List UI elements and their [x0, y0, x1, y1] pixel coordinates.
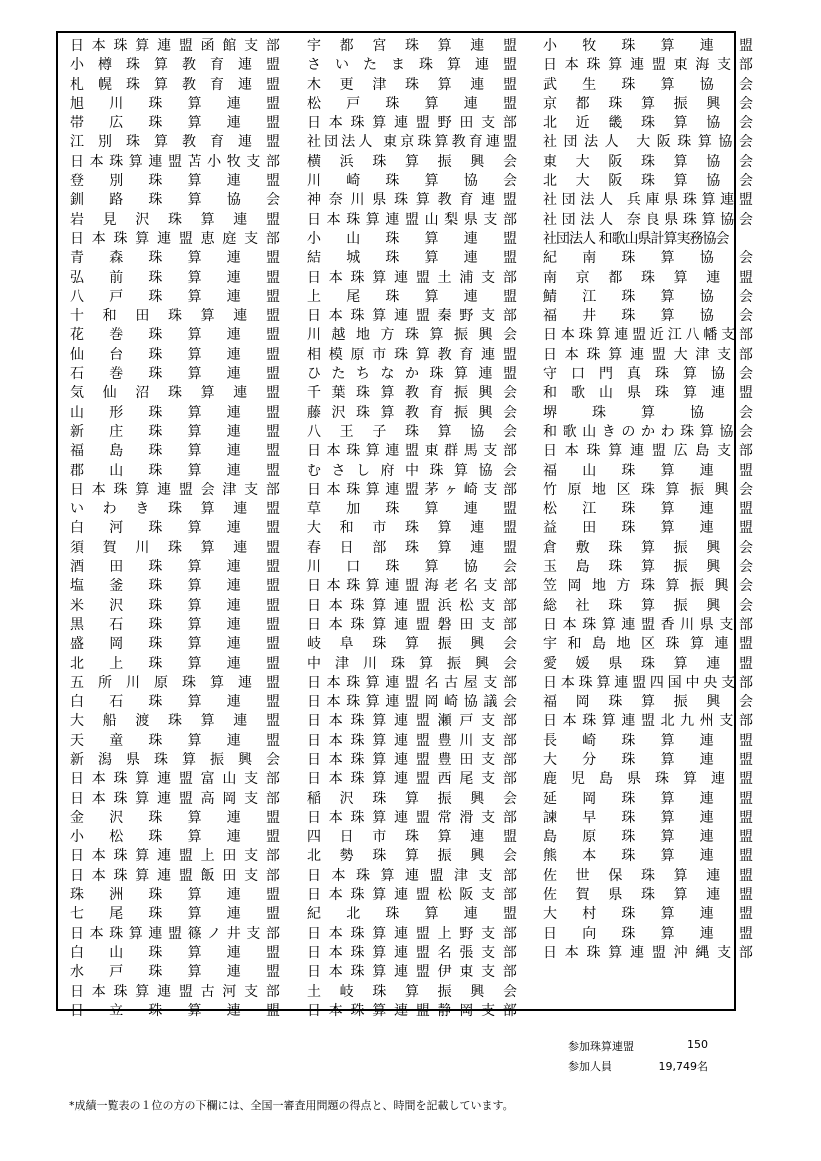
column-2: [307, 37, 517, 1021]
organization-entry: 須 賀 川 珠 算 連 盟: [70, 539, 280, 556]
organization-entry: 宇 和 島 地 区 珠 算 連 盟: [543, 636, 753, 653]
organization-entry: 日 本 珠 算 連 盟 土 浦 支 部: [307, 269, 517, 286]
organization-entry: 日 本 珠 算 連 盟 北 九 州 支 部: [543, 713, 753, 730]
organization-entry: 白 河 珠 算 連 盟: [70, 520, 280, 537]
organization-entry: 日 本 珠 算 連 盟 山 梨 県 支 部: [307, 211, 517, 228]
participant-count-label: 参加人員: [568, 1060, 612, 1073]
organization-entry: 日 本 珠 算 連 盟 野 田 支 部: [307, 115, 517, 132]
organization-entry: 金 沢 珠 算 連 盟: [70, 809, 280, 826]
organization-entry: 倉 敷 珠 算 振 興 会: [543, 539, 753, 556]
organization-entry: 日 本 珠 算 連 盟 篠 ノ 井 支 部: [70, 925, 280, 942]
organization-entry: 総 社 珠 算 振 興 会: [543, 597, 753, 614]
organization-entry: 川 越 地 方 珠 算 振 興 会: [307, 327, 517, 344]
organization-entry: 郡 山 珠 算 連 盟: [70, 462, 280, 479]
organization-entry: 日 本 珠 算 連 盟 東 群 馬 支 部: [307, 443, 517, 460]
organization-entry: 岩 見 沢 珠 算 連 盟: [70, 211, 280, 228]
organization-entry: 上 尾 珠 算 連 盟: [307, 288, 517, 305]
organization-entry: 中 津 川 珠 算 振 興 会: [307, 655, 517, 672]
organization-entry: 日 本 珠 算 連 盟 古 河 支 部: [70, 983, 280, 1000]
organization-entry: 白 石 珠 算 連 盟: [70, 694, 280, 711]
organization-entry: 北 上 珠 算 連 盟: [70, 655, 280, 672]
organization-entry: 益 田 珠 算 連 盟: [543, 520, 753, 537]
organization-entry: 千 葉 珠 算 教 育 振 興 会: [307, 385, 517, 402]
organization-entry: 松 戸 珠 算 連 盟: [307, 95, 517, 112]
organization-entry: 愛 媛 県 珠 算 連 盟: [543, 655, 753, 672]
organization-entry: 日 本 珠 算 連 盟 富 山 支 部: [70, 771, 280, 788]
organization-entry: 武 生 珠 算 協 会: [543, 76, 753, 93]
organization-entry: 熊 本 珠 算 連 盟: [543, 848, 753, 865]
organization-entry: 日 本 珠 算 連 盟 沖 縄 支 部: [543, 944, 753, 961]
organization-entry: 春 日 部 珠 算 連 盟: [307, 539, 517, 556]
organization-entry: 日 本 珠 算 連 盟 茅 ヶ 崎 支 部: [307, 481, 517, 498]
organization-entry: 日 本 珠 算 連 盟 高 岡 支 部: [70, 790, 280, 807]
organization-entry: 相 模 原 市 珠 算 教 育 連 盟: [307, 346, 517, 363]
organization-entry: 日 本 珠 算 連 盟 海 老 名 支 部: [307, 578, 517, 595]
organization-entry: 和 歌 山 県 珠 算 連 盟: [543, 385, 753, 402]
organization-entry: 川 崎 珠 算 協 会: [307, 173, 517, 190]
organization-entry: 青 森 珠 算 連 盟: [70, 250, 280, 267]
organization-entry: 天 童 珠 算 連 盟: [70, 732, 280, 749]
organization-entry: 神 奈 川 県 珠 算 教 育 連 盟: [307, 192, 517, 209]
organization-entry: 諫 早 珠 算 連 盟: [543, 809, 753, 826]
participating-organizations-table: [56, 31, 753, 1019]
organization-entry: 日 本 珠 算 連 盟 静 岡 支 部: [307, 1002, 517, 1019]
organization-entry: い わ き 珠 算 連 盟: [70, 501, 280, 518]
organization-entry: 藤 沢 珠 算 教 育 振 興 会: [307, 404, 517, 421]
organization-entry: 日 本 珠 算 連 盟 恵 庭 支 部: [70, 230, 280, 247]
organization-entry: 珠 洲 珠 算 連 盟: [70, 887, 280, 904]
organization-entry: 新 庄 珠 算 連 盟: [70, 423, 280, 440]
organization-entry: 日 本 珠 算 連 盟 近 江 八 幡 支 部: [543, 327, 753, 344]
organization-entry: 大 分 珠 算 連 盟: [543, 751, 753, 768]
organization-entry: ひ た ち な か 珠 算 連 盟: [307, 366, 517, 383]
organization-entry: 盛 岡 珠 算 連 盟: [70, 636, 280, 653]
column-1: [70, 37, 280, 1021]
organization-entry: 日 本 珠 算 連 盟 香 川 県 支 部: [543, 616, 753, 633]
organization-entry: 竹 原 地 区 珠 算 振 興 会: [543, 481, 753, 498]
organization-entry: 十 和 田 珠 算 連 盟: [70, 308, 280, 325]
organization-entry: 延 岡 珠 算 連 盟: [543, 790, 753, 807]
organization-entry: 日 本 珠 算 連 盟 松 阪 支 部: [307, 887, 517, 904]
organization-entry: 佐 賀 県 珠 算 連 盟: [543, 887, 753, 904]
organization-entry: 日 本 珠 算 連 盟 函 館 支 部: [70, 38, 280, 54]
organization-entry: 日 本 珠 算 連 盟 飯 田 支 部: [70, 867, 280, 884]
organization-entry: 日 本 珠 算 連 盟 名 古 屋 支 部: [307, 674, 517, 691]
organization-entry: 日 本 珠 算 連 盟 東 海 支 部: [543, 57, 753, 74]
organization-entry: 札 幌 珠 算 教 育 連 盟: [70, 76, 280, 93]
organization-entry: 米 沢 珠 算 連 盟: [70, 597, 280, 614]
organization-entry: 新 潟 県 珠 算 振 興 会: [70, 751, 280, 768]
organization-entry: 日 本 珠 算 連 盟 広 島 支 部: [543, 443, 753, 460]
organization-entry: 花 巻 珠 算 連 盟: [70, 327, 280, 344]
organization-entry: 岐 阜 珠 算 振 興 会: [307, 636, 517, 653]
organization-entry: 八 戸 珠 算 連 盟: [70, 288, 280, 305]
organization-entry: 福 山 珠 算 連 盟: [543, 462, 753, 479]
organization-entry: 小 山 珠 算 連 盟: [307, 230, 517, 247]
organization-entry: 五 所 川 原 珠 算 連 盟: [70, 674, 280, 691]
organization-entry: 北 近 畿 珠 算 協 会: [543, 115, 753, 132]
organization-entry: 福 岡 珠 算 振 興 会: [543, 694, 753, 711]
organization-entry: 横 浜 珠 算 振 興 会: [307, 153, 517, 170]
organization-entry: 日 本 珠 算 連 盟 四 国 中 央 支 部: [543, 674, 753, 691]
organization-entry: 石 巻 珠 算 連 盟: [70, 366, 280, 383]
organization-entry: 黒 石 珠 算 連 盟: [70, 616, 280, 633]
organization-entry: 塩 釜 珠 算 連 盟: [70, 578, 280, 595]
organization-entry: 日 本 珠 算 連 盟 苫 小 牧 支 部: [70, 153, 280, 170]
organization-entry: 日 本 珠 算 連 盟 秦 野 支 部: [307, 308, 517, 325]
organization-entry: 社 団 法 人 東 京 珠 算 教 育 連 盟: [307, 134, 517, 151]
organization-entry: 日 本 珠 算 連 盟 西 尾 支 部: [307, 771, 517, 788]
federation-count-label: 参加珠算連盟: [568, 1040, 634, 1053]
organization-entry: 小 松 珠 算 連 盟: [70, 829, 280, 846]
organization-entry: む さ し 府 中 珠 算 協 会: [307, 462, 517, 479]
organization-entry: 登 別 珠 算 連 盟: [70, 173, 280, 190]
organization-entry: 日 本 珠 算 連 盟 豊 川 支 部: [307, 732, 517, 749]
organization-entry: 大 船 渡 珠 算 連 盟: [70, 713, 280, 730]
organization-entry: 大 村 珠 算 連 盟: [543, 906, 753, 923]
organization-entry: 日 本 珠 算 連 盟 会 津 支 部: [70, 481, 280, 498]
organization-entry: 日 本 珠 算 連 盟 名 張 支 部: [307, 944, 517, 961]
organization-entry: 日 本 珠 算 連 盟 上 野 支 部: [307, 925, 517, 942]
organization-entry: 旭 川 珠 算 連 盟: [70, 95, 280, 112]
federation-count-value: 150: [687, 1038, 708, 1051]
organization-entry: 小 牧 珠 算 連 盟: [543, 38, 753, 54]
organization-entry: 大 和 市 珠 算 連 盟: [307, 520, 517, 537]
organization-entry: 日 本 珠 算 連 盟 上 田 支 部: [70, 848, 280, 865]
organization-entry: 日 本 珠 算 連 盟 磐 田 支 部: [307, 616, 517, 633]
participant-count-row: [568, 1058, 708, 1074]
organization-entry: 福 島 珠 算 連 盟: [70, 443, 280, 460]
organization-entry: 土 岐 珠 算 振 興 会: [307, 983, 517, 1000]
organization-entry: 佐 世 保 珠 算 連 盟: [543, 867, 753, 884]
organization-entry: 弘 前 珠 算 連 盟: [70, 269, 280, 286]
organization-entry: 気 仙 沼 珠 算 連 盟: [70, 385, 280, 402]
organization-entry: 日 本 珠 算 連 盟 瀬 戸 支 部: [307, 713, 517, 730]
organization-entry: 社 団 法 人 大 阪 珠 算 協 会: [543, 134, 753, 151]
organization-entry: 八 王 子 珠 算 協 会: [307, 423, 517, 440]
organization-entry: 紀 南 珠 算 協 会: [543, 250, 753, 267]
organization-entry: 鯖 江 珠 算 協 会: [543, 288, 753, 305]
organization-entry: 七 尾 珠 算 連 盟: [70, 906, 280, 923]
organization-entry: 水 戸 珠 算 連 盟: [70, 964, 280, 981]
organization-entry: 日 本 珠 算 連 盟 大 津 支 部: [543, 346, 753, 363]
column-3: [543, 37, 753, 963]
organization-entry: 長 崎 珠 算 連 盟: [543, 732, 753, 749]
organization-entry: 紀 北 珠 算 連 盟: [307, 906, 517, 923]
organization-entry: 福 井 珠 算 協 会: [543, 308, 753, 325]
organization-entry: 稲 沢 珠 算 振 興 会: [307, 790, 517, 807]
organization-entry: 社団法人 和歌山県計算実務協会: [543, 230, 729, 247]
organization-entry: 山 形 珠 算 連 盟: [70, 404, 280, 421]
organization-entry: 松 江 珠 算 連 盟: [543, 501, 753, 518]
organization-entry: 堺 珠 算 協 会: [543, 404, 753, 421]
organization-entry: 帯 広 珠 算 連 盟: [70, 115, 280, 132]
organization-entry: 江 別 珠 算 教 育 連 盟: [70, 134, 280, 151]
organization-entry: 四 日 市 珠 算 連 盟: [307, 829, 517, 846]
organization-entry: 日 向 珠 算 連 盟: [543, 925, 753, 942]
organization-entry: 日 本 珠 算 連 盟 豊 田 支 部: [307, 751, 517, 768]
organization-entry: 京 都 珠 算 振 興 会: [543, 95, 753, 112]
federation-count-row: [568, 1038, 708, 1054]
organization-entry: 日 本 珠 算 連 盟 常 滑 支 部: [307, 809, 517, 826]
organization-entry: 玉 島 珠 算 振 興 会: [543, 559, 753, 576]
organization-entry: 和 歌 山 き の か わ 珠 算 協 会: [543, 423, 753, 440]
organization-entry: 日 立 珠 算 連 盟: [70, 1002, 280, 1019]
organization-entry: 北 大 阪 珠 算 協 会: [543, 173, 753, 190]
organization-entry: 小 樽 珠 算 教 育 連 盟: [70, 57, 280, 74]
organization-entry: 日 本 珠 算 連 盟 浜 松 支 部: [307, 597, 517, 614]
organization-entry: 社 団 法 人 奈 良 県 珠 算 協 会: [543, 211, 753, 228]
organization-entry: 釧 路 珠 算 協 会: [70, 192, 280, 209]
organization-entry: 鹿 児 島 県 珠 算 連 盟: [543, 771, 753, 788]
organization-entry: 木 更 津 珠 算 連 盟: [307, 76, 517, 93]
organization-entry: 日 本 珠 算 連 盟 津 支 部: [307, 867, 517, 884]
organization-entry: 宇 都 宮 珠 算 連 盟: [307, 38, 517, 54]
organization-entry: 笠 岡 地 方 珠 算 振 興 会: [543, 578, 753, 595]
organization-entry: さ い た ま 珠 算 連 盟: [307, 57, 517, 74]
participant-count-value: 19,749名: [658, 1060, 708, 1073]
organization-entry: 草 加 珠 算 連 盟: [307, 501, 517, 518]
organization-entry: 仙 台 珠 算 連 盟: [70, 346, 280, 363]
organization-entry: 結 城 珠 算 連 盟: [307, 250, 517, 267]
organization-entry: 東 大 阪 珠 算 協 会: [543, 153, 753, 170]
organization-entry: 白 山 珠 算 連 盟: [70, 944, 280, 961]
organization-entry: 島 原 珠 算 連 盟: [543, 829, 753, 846]
organization-entry: 酒 田 珠 算 連 盟: [70, 559, 280, 576]
footnote: *成績一覧表の１位の方の下欄には、全国一審査用問題の得点と、時間を記載しています。: [69, 1099, 514, 1112]
organization-entry: 日 本 珠 算 連 盟 岡 崎 協 議 会: [307, 694, 517, 711]
organization-entry: 北 勢 珠 算 振 興 会: [307, 848, 517, 865]
organization-entry: 川 口 珠 算 協 会: [307, 559, 517, 576]
organization-entry: 社 団 法 人 兵 庫 県 珠 算 連 盟: [543, 192, 753, 209]
organization-entry: 日 本 珠 算 連 盟 伊 東 支 部: [307, 964, 517, 981]
organization-entry: 守 口 門 真 珠 算 協 会: [543, 366, 753, 383]
organization-entry: 南 京 都 珠 算 連 盟: [543, 269, 753, 286]
